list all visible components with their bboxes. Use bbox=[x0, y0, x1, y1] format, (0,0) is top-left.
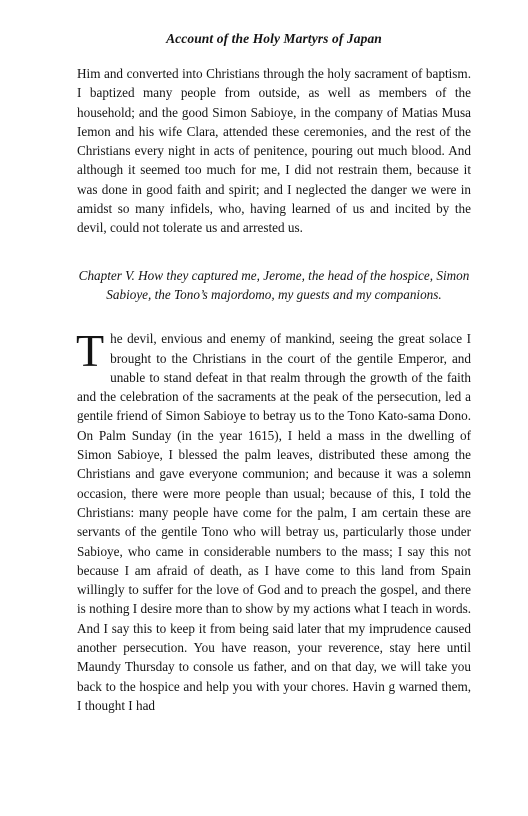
chapter-heading: Chapter V. How they captured me, Jerome, the head of the hospice, Simon Sabioye, the Tono’s majordomo, my guests and my companions. bbox=[78, 267, 470, 302]
body-paragraph-1: Him and converted into Christians through the holy sacrament of baptism. I baptized many people from outside, as well as members of the household; and the good Simon Sabioye, in the company of Matias Musa Iemon and his wife Clara, attended these ceremonies, and the rest of the Christians every night in acts of penitence, pouring out much blood. And although it seemed too much for me, I did not restrain them, because it was done in good faith and spirit; and I neglected the danger we were in amidst so many infidels, who, having learned of us and incited by the devil, could not tolerate us and arrested us. bbox=[77, 66, 471, 236]
body-paragraph-2-text: he devil, envious and enemy of mankind, seeing the great solace I brought to the Christians in the court of the gentile Emperor, and unable to stand defeat in that realm through the growth of the faith and the celebration of the sacraments at the peak of the persecution, led a gentile friend of Simon Sabioye to betray us to the Tono Kato-sama Dono. On Palm Sunday (in the year 1615), I held a mass in the dwelling of Simon Sabioye, I blessed the palm leaves, distributed these among the Christians and gave everyone communion; and because it was a solemn occasion, there were more people than usual; because of this, I told the Christians: many people have come for the palm, I am certain these are servants of the gentile Tono who will betray us, particularly those under Sabioye, who came in considerable numbers to the mass; I say this not because I am afraid of death, as I have come to this land from Spain willingly to suffer for the love of God and to preach the gospel, and there is nothing I desire more than to show by my actions what I teach in words. And I say this to keep it from being said later that my imprudence caused another persecution. You have reason, your reverence, stay here until Maundy Thursday to console us father, and on that day, we will take you back to the hospice and help you with your chores. Havin g warned them, I thought I had bbox=[77, 331, 471, 713]
drop-cap-letter: T bbox=[76, 325, 105, 377]
book-page bbox=[77, 30, 471, 715]
running-head-title: Account of the Holy Martyrs of Japan bbox=[166, 31, 382, 46]
body-paragraph-2 bbox=[76, 325, 471, 715]
